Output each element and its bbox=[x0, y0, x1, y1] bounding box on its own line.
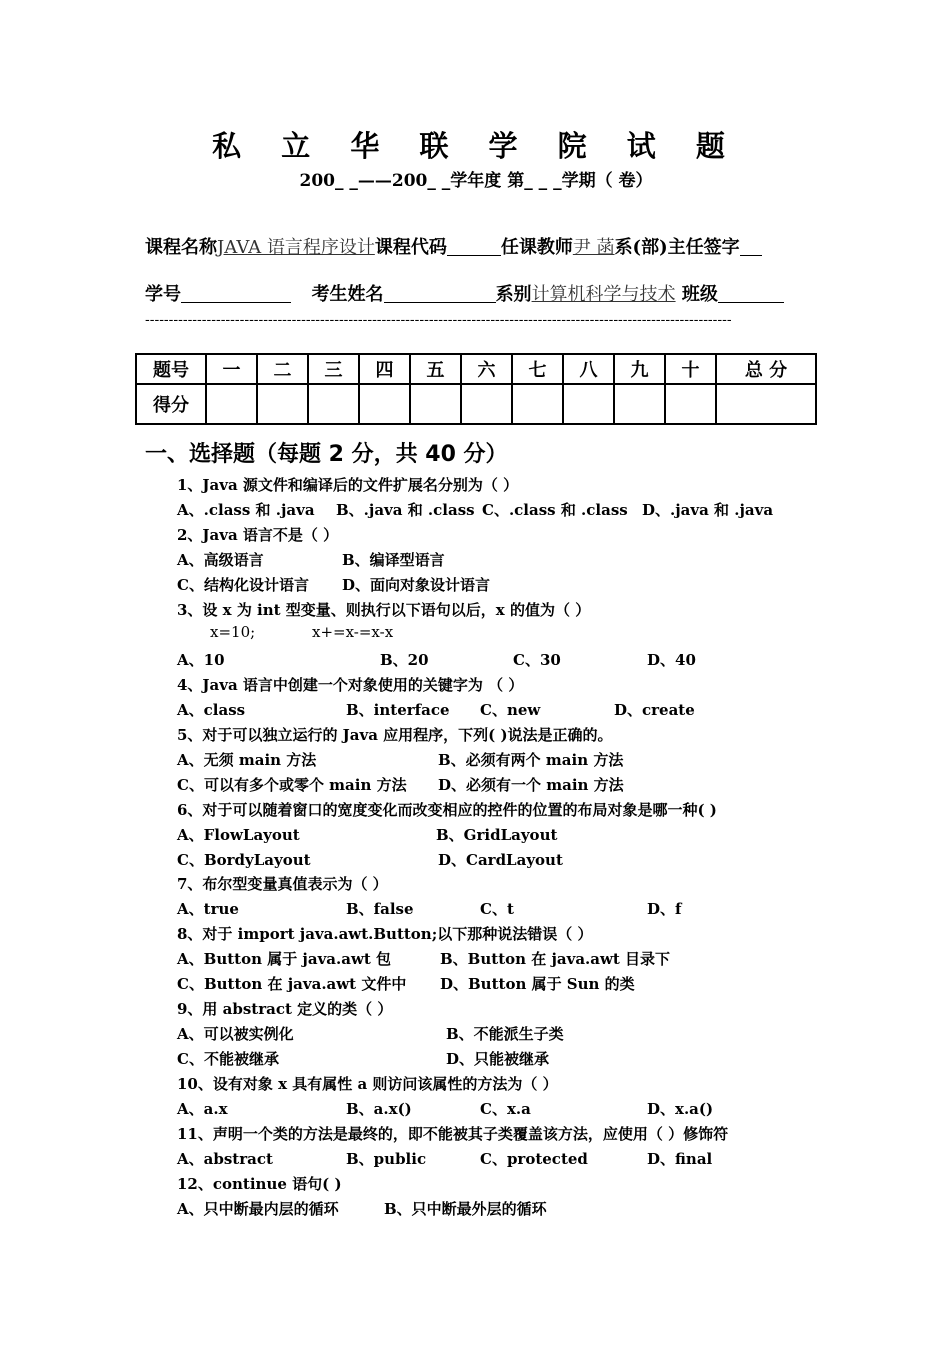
option-d: D、40 bbox=[647, 651, 696, 669]
teacher-value: 尹 菡 bbox=[572, 237, 615, 258]
option-b: B、false bbox=[346, 900, 414, 918]
cut-line: ---------------------------------------------------------------------------------------------------------------------------- bbox=[145, 312, 732, 328]
question-10: 10、设有对象 x 具有属性 a 则访问该属性的方法为（ ） bbox=[177, 1075, 558, 1093]
option-b: B、.java 和 .class bbox=[336, 501, 475, 519]
score-header-cell: 十 bbox=[665, 354, 716, 384]
score-row-label: 得分 bbox=[136, 384, 206, 424]
option-b: B、a.x() bbox=[346, 1100, 412, 1118]
department-value: 计算机科学与技术 bbox=[531, 284, 676, 305]
code-line: x+=x-=x-x bbox=[312, 623, 394, 641]
score-header-cell: 题号 bbox=[136, 354, 206, 384]
option-b: B、GridLayout bbox=[436, 826, 558, 844]
question-11: 11、声明一个类的方法是最终的，即不能被其子类覆盖该方法，应使用（ ）修饰符 bbox=[177, 1125, 729, 1143]
option-a: A、Button 属于 java.awt 包 bbox=[177, 950, 392, 968]
option-c: C、结构化设计语言 bbox=[177, 576, 309, 594]
score-cell[interactable] bbox=[461, 384, 512, 424]
score-table-header-row bbox=[136, 354, 816, 384]
score-header-cell: 三 bbox=[308, 354, 359, 384]
dept-head-sign-blank[interactable] bbox=[740, 237, 762, 256]
question-4: 4、Java 语言中创建一个对象使用的关键字为 （ ） bbox=[177, 676, 524, 694]
option-a: A、10 bbox=[177, 651, 225, 669]
question-3: 3、设 x 为 int 型变量、则执行以下语句以后，x 的值为（ ） bbox=[177, 601, 591, 619]
option-c: C、x.a bbox=[480, 1100, 531, 1118]
score-cell[interactable] bbox=[512, 384, 563, 424]
option-c: C、可以有多个或零个 main 方法 bbox=[177, 776, 407, 794]
option-a: A、高级语言 bbox=[177, 551, 264, 569]
score-header-cell: 六 bbox=[461, 354, 512, 384]
option-b: B、Button 在 java.awt 目录下 bbox=[440, 950, 671, 968]
course-code-blank[interactable] bbox=[447, 237, 501, 256]
question-5: 5、对于可以独立运行的 Java 应用程序，下列( )说法是正确的。 bbox=[177, 726, 613, 744]
score-header-cell: 二 bbox=[257, 354, 308, 384]
question-1: 1、Java 源文件和编译后的文件扩展名分别为（ ） bbox=[177, 476, 519, 494]
option-b: B、只中断最外层的循环 bbox=[384, 1200, 547, 1218]
score-cell[interactable] bbox=[614, 384, 665, 424]
student-id-blank[interactable] bbox=[181, 284, 291, 303]
option-d: D、x.a() bbox=[647, 1100, 714, 1118]
option-b: B、interface bbox=[346, 701, 450, 719]
student-name-label: 考生姓名 bbox=[311, 284, 384, 305]
score-header-cell: 四 bbox=[359, 354, 410, 384]
code-line: x=10; bbox=[210, 623, 256, 641]
score-header-cell: 八 bbox=[563, 354, 614, 384]
option-d: D、f bbox=[647, 900, 682, 918]
score-header-cell: 七 bbox=[512, 354, 563, 384]
class-label: 班级 bbox=[681, 284, 718, 305]
question-7: 7、布尔型变量真值表示为（ ） bbox=[177, 875, 388, 893]
score-table-score-row bbox=[136, 384, 816, 424]
exam-subtitle: 200_ _——200_ _学年度 第_ _ _学期（ 卷） bbox=[299, 171, 653, 191]
student-name-blank[interactable] bbox=[384, 284, 496, 303]
score-cell[interactable] bbox=[665, 384, 716, 424]
course-name-label: 课程名称 bbox=[145, 237, 217, 258]
score-cell[interactable] bbox=[563, 384, 614, 424]
option-a: A、无须 main 方法 bbox=[177, 751, 317, 769]
option-b: B、20 bbox=[380, 651, 429, 669]
option-c: C、new bbox=[480, 701, 541, 719]
question-6: 6、对于可以随着窗口的宽度变化而改变相应的控件的位置的布局对象是哪一种( ) bbox=[177, 801, 717, 819]
option-b: B、public bbox=[346, 1150, 427, 1168]
option-c: C、.class 和 .class bbox=[482, 501, 628, 519]
score-cell[interactable] bbox=[308, 384, 359, 424]
question-8: 8、对于 import java.awt.Button;以下那种说法错误（ ） bbox=[177, 925, 593, 943]
option-a: A、a.x bbox=[177, 1100, 228, 1118]
department-label: 系别 bbox=[495, 284, 532, 305]
class-blank[interactable] bbox=[718, 284, 784, 303]
option-d: D、Button 属于 Sun 的类 bbox=[440, 975, 635, 993]
score-header-cell: 总 分 bbox=[716, 354, 816, 384]
option-c: C、protected bbox=[480, 1150, 588, 1168]
option-c: C、t bbox=[480, 900, 514, 918]
score-cell[interactable] bbox=[206, 384, 257, 424]
question-12: 12、continue 语句( ) bbox=[177, 1175, 342, 1193]
dept-head-sign-label: 系(部)主任签字 bbox=[614, 237, 740, 258]
option-a: A、可以被实例化 bbox=[177, 1025, 294, 1043]
info-line-1 bbox=[145, 233, 762, 259]
option-d: D、只能被继承 bbox=[446, 1050, 550, 1068]
score-header-cell: 五 bbox=[410, 354, 461, 384]
option-d: D、CardLayout bbox=[438, 851, 563, 869]
option-a: A、abstract bbox=[177, 1150, 273, 1168]
teacher-label: 任课教师 bbox=[500, 237, 573, 258]
option-a: A、class bbox=[177, 701, 246, 719]
option-a: A、FlowLayout bbox=[177, 826, 300, 844]
course-name-value: JAVA 语言程序设计 bbox=[217, 237, 375, 258]
option-b: B、编译型语言 bbox=[342, 551, 445, 569]
option-b: B、必须有两个 main 方法 bbox=[438, 751, 624, 769]
score-cell[interactable] bbox=[410, 384, 461, 424]
question-2: 2、Java 语言不是（ ） bbox=[177, 526, 339, 544]
total-score-cell[interactable] bbox=[716, 384, 816, 424]
option-d: D、final bbox=[647, 1150, 713, 1168]
score-table bbox=[135, 353, 817, 425]
option-c: C、Button 在 java.awt 文件中 bbox=[177, 975, 407, 993]
option-d: D、.java 和 .java bbox=[642, 501, 774, 519]
score-cell[interactable] bbox=[359, 384, 410, 424]
course-code-label: 课程代码 bbox=[374, 237, 447, 258]
option-c: C、BordyLayout bbox=[177, 851, 311, 869]
student-id-label: 学号 bbox=[145, 284, 181, 305]
option-c: C、30 bbox=[513, 651, 561, 669]
option-d: D、create bbox=[614, 701, 695, 719]
score-cell[interactable] bbox=[257, 384, 308, 424]
question-9: 9、用 abstract 定义的类（ ） bbox=[177, 1000, 393, 1018]
option-b: B、不能派生子类 bbox=[446, 1025, 564, 1043]
option-a: A、只中断最内层的循环 bbox=[177, 1200, 339, 1218]
option-d: D、必须有一个 main 方法 bbox=[438, 776, 624, 794]
option-d: D、面向对象设计语言 bbox=[342, 576, 491, 594]
info-line-2 bbox=[145, 280, 784, 306]
score-header-cell: 九 bbox=[614, 354, 665, 384]
score-header-cell: 一 bbox=[206, 354, 257, 384]
exam-title: 私 立 华 联 学 院 试 题 bbox=[212, 129, 740, 163]
section-heading: 一、选择题（每题 2 分，共 40 分） bbox=[145, 442, 508, 467]
option-c: C、不能被继承 bbox=[177, 1050, 279, 1068]
option-a: A、true bbox=[177, 900, 239, 918]
option-a: A、.class 和 .java bbox=[177, 501, 315, 519]
